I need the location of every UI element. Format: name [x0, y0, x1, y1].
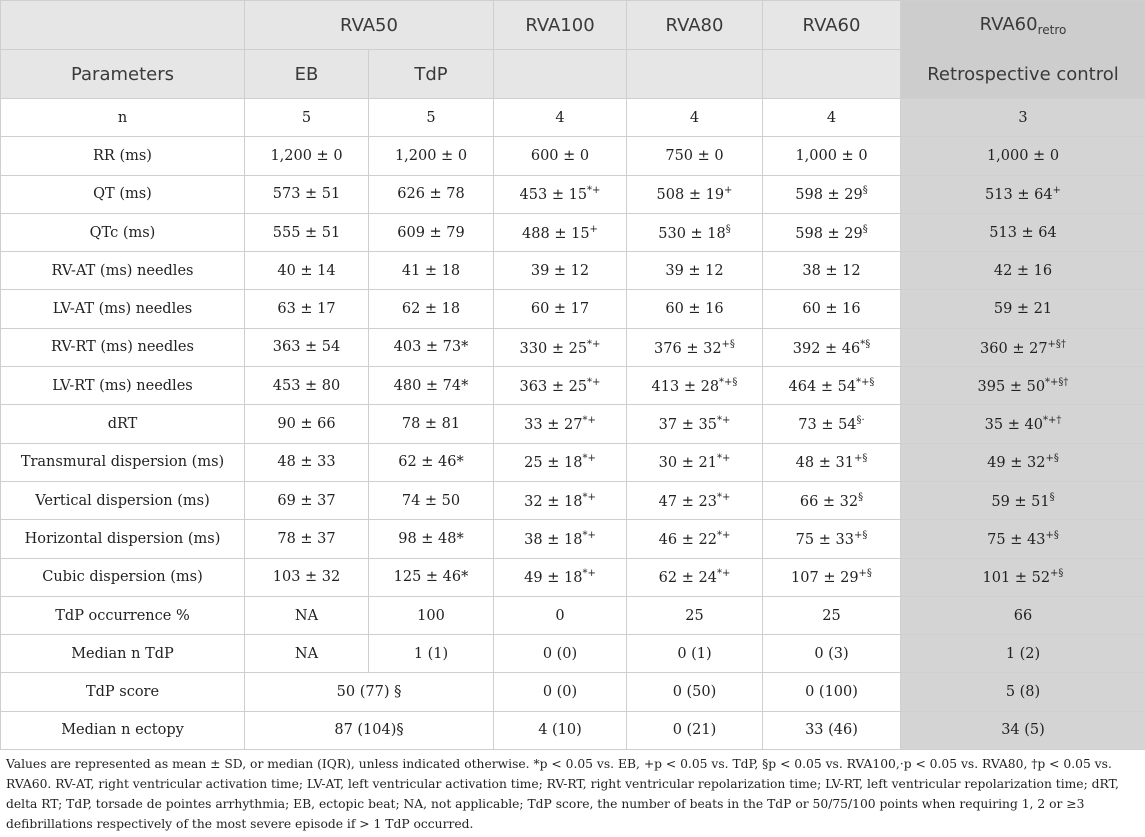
significance-marker: § [725, 223, 731, 235]
cell-value: 47 ± 23 [658, 493, 717, 510]
table-cell [494, 558, 627, 596]
row-label: RR (ms) [1, 137, 245, 175]
significance-marker: § [1049, 491, 1055, 503]
table-row [1, 558, 1145, 596]
table-cell [763, 558, 901, 596]
significance-marker: *+§ [719, 376, 738, 388]
table-cell [763, 673, 901, 711]
row-label: Median n ectopy [1, 711, 245, 749]
significance-marker: § [862, 223, 868, 235]
header-retro-control: Retrospective control [901, 50, 1145, 99]
cell-value: 60 ± 17 [530, 301, 590, 318]
table-cell [627, 596, 763, 634]
significance-marker: § [858, 491, 864, 503]
table-cell [763, 328, 901, 366]
significance-marker: + [724, 185, 733, 197]
cell-value: 573 ± 51 [272, 186, 341, 203]
header-rva60-blank [763, 50, 901, 99]
cell-value: 25 ± 18 [524, 455, 583, 472]
cell-value: 376 ± 32 [654, 340, 722, 357]
table-row [1, 635, 1145, 673]
table-cell [494, 520, 627, 558]
table-row [1, 596, 1145, 634]
cell-value: 62 ± 24 [658, 570, 717, 587]
row-label: LV-AT (ms) needles [1, 290, 245, 328]
cell-value: 0 (0) [542, 684, 578, 701]
table-cell [369, 213, 494, 251]
table-cell [763, 99, 901, 137]
cell-value: 107 ± 29 [791, 570, 859, 587]
cell-value: 0 (3) [814, 645, 849, 662]
table-cell-retro [901, 367, 1145, 405]
cell-value: 1,200 ± 0 [394, 147, 468, 164]
cell-value: 3 [1018, 109, 1028, 126]
table-cell [763, 290, 901, 328]
cell-value: 34 (5) [1001, 722, 1045, 739]
table-cell [494, 596, 627, 634]
table-row [1, 290, 1145, 328]
cell-value: 60 ± 16 [802, 301, 861, 318]
significance-marker: §· [856, 415, 865, 427]
table-cell [245, 290, 369, 328]
cell-value: 33 ± 27 [524, 416, 583, 433]
table-footnote [6, 754, 1139, 834]
cell-value: 39 ± 12 [665, 262, 724, 279]
row-label: LV-RT (ms) needles [1, 367, 245, 405]
cell-value: 78 ± 37 [277, 530, 336, 547]
table-cell [245, 635, 369, 673]
table-cell [763, 481, 901, 519]
header-rva100: RVA100 [494, 1, 627, 50]
row-label: n [1, 99, 245, 137]
table-cell [369, 520, 494, 558]
table-cell [369, 252, 494, 290]
cell-value: 69 ± 37 [277, 492, 336, 509]
table-cell [494, 175, 627, 213]
table-cell [245, 137, 369, 175]
cell-value: 63 ± 17 [277, 301, 336, 318]
cell-value: 75 ± 33 [795, 531, 854, 548]
row-label: Cubic dispersion (ms) [1, 558, 245, 596]
significance-marker: *+ [582, 491, 596, 503]
row-label: QT (ms) [1, 175, 245, 213]
row-label: Transmural dispersion (ms) [1, 443, 245, 481]
significance-marker: *+† [1042, 415, 1062, 427]
cell-value: 363 ± 54 [272, 339, 341, 356]
table-cell [494, 367, 627, 405]
table-cell [627, 673, 763, 711]
cell-value: 403 ± 73* [393, 339, 469, 356]
table-cell [494, 290, 627, 328]
cell-value: 59 ± 51 [991, 493, 1050, 510]
cell-value: 530 ± 18 [658, 225, 726, 242]
cell-value: 48 ± 33 [277, 454, 336, 471]
cell-value: 62 ± 18 [401, 301, 461, 318]
cell-value: 25 [822, 607, 841, 624]
table-cell [494, 252, 627, 290]
cell-value: 101 ± 52 [982, 570, 1051, 587]
cell-value: 330 ± 25 [519, 340, 588, 357]
table-cell [763, 137, 901, 175]
cell-value: 5 [426, 109, 436, 126]
table-cell [245, 99, 369, 137]
table-cell-retro [901, 405, 1145, 443]
header-retro-subscript: retro [1037, 22, 1067, 37]
table-cell [494, 711, 627, 749]
cell-value: 103 ± 32 [272, 569, 341, 586]
table-cell [763, 711, 901, 749]
table-row [1, 213, 1145, 251]
cell-value: 600 ± 0 [530, 147, 590, 164]
cell-value: 40 ± 14 [277, 262, 336, 279]
table-cell-retro [901, 290, 1145, 328]
cell-value: 5 [301, 109, 312, 126]
table-cell-retro [901, 443, 1145, 481]
table-cell [627, 558, 763, 596]
cell-value: 33 (46) [805, 722, 858, 739]
cell-value: 98 ± 48* [398, 530, 464, 547]
table-cell-retro [901, 635, 1145, 673]
cell-value: 395 ± 50 [977, 378, 1046, 395]
cell-value: 513 ± 64 [989, 224, 1057, 241]
cell-value: 392 ± 46 [792, 340, 861, 357]
significance-marker: +§† [1047, 338, 1066, 350]
significance-marker: +§ [1045, 530, 1059, 541]
significance-marker: +§ [853, 453, 868, 465]
significance-marker: +§ [853, 530, 868, 541]
cell-value: 38 ± 12 [802, 262, 861, 279]
table-row [1, 481, 1145, 519]
table-cell [494, 443, 627, 481]
table-cell [763, 252, 901, 290]
significance-marker: + [589, 223, 598, 235]
cell-value: 75 ± 43 [987, 531, 1046, 548]
cell-value: 4 (10) [538, 722, 582, 739]
cell-value: 59 ± 21 [993, 301, 1053, 318]
table-cell [627, 635, 763, 673]
significance-marker: *+ [582, 530, 596, 541]
table-cell [763, 596, 901, 634]
cell-value: 100 [417, 607, 445, 624]
cell-value: 5 (8) [1005, 684, 1041, 701]
header-rva50: RVA50 [245, 1, 494, 50]
table-cell [763, 175, 901, 213]
cell-value: 555 ± 51 [272, 224, 341, 241]
table-cell-merged: 87 (104)§ [245, 711, 494, 749]
table-cell [627, 481, 763, 519]
table-cell-retro [901, 252, 1145, 290]
cell-value: 74 ± 50 [401, 492, 461, 509]
table-cell [494, 213, 627, 251]
table-cell [627, 175, 763, 213]
header-rva60retro: $RVA60_{retro}$ [901, 1, 1145, 50]
table-cell [763, 520, 901, 558]
table-cell [763, 635, 901, 673]
significance-marker: *+ [582, 453, 596, 465]
table-cell [245, 175, 369, 213]
cell-value: 609 ± 79 [397, 224, 465, 241]
cell-value: 125 ± 46* [393, 569, 469, 586]
cell-value: 46 ± 22 [658, 531, 717, 548]
significance-marker: *+ [587, 185, 601, 197]
table-row [1, 520, 1145, 558]
cell-value: 4 [689, 109, 700, 126]
table-cell [763, 213, 901, 251]
cell-value: 598 ± 29 [795, 225, 863, 242]
cell-value: 4 [826, 109, 837, 126]
significance-marker: *+ [716, 491, 731, 503]
cell-value: 32 ± 18 [524, 493, 583, 510]
significance-marker: *+ [587, 376, 601, 388]
cell-value: 1 (2) [1005, 645, 1041, 662]
table-cell [627, 137, 763, 175]
header-eb: EB [245, 50, 369, 99]
footnote-text: Values are represented as mean ± SD, or median (IQR), unless indicated otherwise. *p < 0.05 vs. EB, +p < 0.05 vs. TdP, §p < 0.05 vs. RVA100,·p < 0.05 vs. RVA80, †p < 0.05 vs. RVA60. RV-AT, right ventricular activation time; LV-AT, left ventricular activation time; RV-RT, right ventricular repolarization time; LV-RT, left ventricular repolarization time; dRT, delta RT; TdP, torsade de pointes arrhythmia; EB, ectopic beat; NA, not applicable; TdP score, the number of beats in the TdP or 50/75/100 points when requiring 1, 2 or ≥3 defibrillations respectively of the most severe episode if > 1 TdP occurred. [6, 757, 1119, 831]
table-cell [627, 443, 763, 481]
cell-value: NA [294, 645, 319, 662]
cell-value: 480 ± 74* [393, 377, 469, 394]
row-label: RV-AT (ms) needles [1, 252, 245, 290]
table-cell [369, 137, 494, 175]
table-row [1, 405, 1145, 443]
table-cell [369, 635, 494, 673]
significance-marker: +§ [1050, 568, 1064, 580]
table-cell [245, 367, 369, 405]
table-body [1, 99, 1145, 750]
table-row [1, 367, 1145, 405]
row-label: Vertical dispersion (ms) [1, 481, 245, 519]
cell-value: 0 (21) [672, 722, 717, 739]
table-cell [763, 443, 901, 481]
cell-value: 750 ± 0 [665, 147, 724, 164]
cell-value: 1 (1) [413, 645, 449, 662]
table-row [1, 443, 1145, 481]
table-cell-retro [901, 520, 1145, 558]
significance-marker: *+ [716, 453, 731, 465]
table-row [1, 252, 1145, 290]
table-cell [369, 405, 494, 443]
cell-value: 30 ± 21 [658, 455, 717, 472]
table-cell [245, 481, 369, 519]
table-cell [369, 290, 494, 328]
table-cell-retro [901, 99, 1145, 137]
table-cell-retro [901, 137, 1145, 175]
significance-marker: *+ [716, 530, 731, 541]
table-cell-retro [901, 673, 1145, 711]
table-cell [494, 405, 627, 443]
table-cell [369, 175, 494, 213]
table-cell [627, 252, 763, 290]
row-label: TdP occurrence % [1, 596, 245, 634]
table-cell [245, 558, 369, 596]
table-cell [494, 635, 627, 673]
table-cell [763, 367, 901, 405]
cell-value: 1,000 ± 0 [795, 147, 868, 164]
table-cell [369, 99, 494, 137]
header-rva60: RVA60 [763, 1, 901, 50]
cell-value: 0 (1) [677, 645, 712, 662]
cell-value: 37 ± 35 [658, 416, 717, 433]
cell-value: 626 ± 78 [397, 186, 465, 203]
significance-marker: +§ [1045, 453, 1059, 465]
header-row-subgroups [1, 50, 1145, 99]
header-blank [1, 1, 245, 50]
table-cell [245, 405, 369, 443]
cell-value: 25 [685, 607, 704, 624]
table-cell [494, 481, 627, 519]
table-cell [627, 711, 763, 749]
table-row [1, 328, 1145, 366]
cell-value: 0 (50) [672, 684, 717, 701]
table-cell [369, 596, 494, 634]
significance-marker: +§ [858, 568, 872, 580]
table-cell [627, 213, 763, 251]
cell-value: 42 ± 16 [993, 262, 1053, 279]
cell-value: 453 ± 15 [519, 187, 588, 204]
cell-value: 1,200 ± 0 [270, 147, 343, 164]
cell-value: 73 ± 54 [798, 416, 857, 433]
table-cell [627, 99, 763, 137]
cell-value: 0 [555, 607, 565, 624]
cell-value: 0 (100) [805, 684, 858, 701]
cell-value: 39 ± 12 [530, 262, 590, 279]
header-rva100-blank [494, 50, 627, 99]
table-cell [627, 367, 763, 405]
cell-value: 35 ± 40 [984, 416, 1043, 433]
table-cell-retro [901, 481, 1145, 519]
cell-value: 90 ± 66 [277, 416, 336, 433]
row-label: Horizontal dispersion (ms) [1, 520, 245, 558]
significance-marker: *+ [582, 415, 596, 427]
cell-value: 513 ± 64 [985, 187, 1053, 204]
cell-value: 4 [555, 109, 565, 126]
table-cell [369, 481, 494, 519]
row-label: dRT [1, 405, 245, 443]
significance-marker: *+ [716, 415, 731, 427]
table-cell [494, 328, 627, 366]
cell-value: 0 (0) [542, 645, 578, 662]
cell-value: 49 ± 18 [524, 570, 583, 587]
header-tdp: TdP [369, 50, 494, 99]
cell-value: 49 ± 32 [987, 455, 1046, 472]
cell-value: 363 ± 25 [519, 378, 588, 395]
table-cell [245, 596, 369, 634]
row-label: RV-RT (ms) needles [1, 328, 245, 366]
table-row [1, 99, 1145, 137]
cell-value: 360 ± 27 [980, 340, 1048, 357]
significance-marker: *+§† [1045, 376, 1069, 388]
table-cell [369, 443, 494, 481]
significance-marker: +§ [721, 338, 735, 350]
table-cell [245, 443, 369, 481]
table-cell [245, 520, 369, 558]
cell-value: 598 ± 29 [795, 187, 863, 204]
significance-marker: § [862, 185, 868, 197]
table-cell [627, 328, 763, 366]
cell-value: 488 ± 15 [522, 225, 590, 242]
row-label: QTc (ms) [1, 213, 245, 251]
table-row [1, 673, 1145, 711]
significance-marker: *+ [587, 338, 601, 350]
significance-marker: *+§ [856, 376, 875, 388]
cell-value: 48 ± 31 [795, 455, 854, 472]
cell-value: 66 ± 32 [799, 493, 859, 510]
table-cell [369, 558, 494, 596]
table-row [1, 175, 1145, 213]
cell-value: 508 ± 19 [656, 187, 725, 204]
table-cell [627, 520, 763, 558]
table-cell [763, 405, 901, 443]
row-label: Median n TdP [1, 635, 245, 673]
table-cell-merged: 50 (77) § [245, 673, 494, 711]
cell-value: 38 ± 18 [524, 531, 583, 548]
table-cell [369, 328, 494, 366]
table-row [1, 711, 1145, 749]
significance-marker: + [1052, 185, 1061, 197]
table-cell-retro [901, 596, 1145, 634]
header-rva80: RVA80 [627, 1, 763, 50]
table-cell-retro [901, 213, 1145, 251]
header-row-groups [1, 1, 1145, 50]
table-cell-retro [901, 328, 1145, 366]
significance-marker: *+ [716, 568, 731, 580]
header-rva80-blank [627, 50, 763, 99]
cell-value: 62 ± 46* [398, 454, 464, 471]
table-cell [627, 290, 763, 328]
table-cell [245, 252, 369, 290]
significance-marker: *§ [860, 338, 871, 350]
table-cell-retro [901, 558, 1145, 596]
table-cell-retro [901, 175, 1145, 213]
table-row [1, 137, 1145, 175]
cell-value: 78 ± 81 [401, 416, 461, 433]
table-cell [245, 328, 369, 366]
cell-value: 60 ± 16 [665, 301, 724, 318]
cell-value: 453 ± 80 [272, 377, 341, 394]
table-cell-retro [901, 711, 1145, 749]
cell-value: NA [294, 607, 319, 624]
table-cell [627, 405, 763, 443]
row-label: TdP score [1, 673, 245, 711]
table-cell [245, 213, 369, 251]
cell-value: 464 ± 54 [788, 378, 857, 395]
cell-value: 66 [1013, 607, 1033, 624]
significance-marker: *+ [582, 568, 596, 580]
table-cell [494, 137, 627, 175]
table-cell [494, 673, 627, 711]
cell-value: 1,000 ± 0 [986, 147, 1060, 164]
table-cell [494, 99, 627, 137]
cell-value: 413 ± 28 [651, 378, 720, 395]
cell-value: 41 ± 18 [401, 262, 461, 279]
table-cell [369, 367, 494, 405]
header-parameters: Parameters [1, 50, 245, 99]
